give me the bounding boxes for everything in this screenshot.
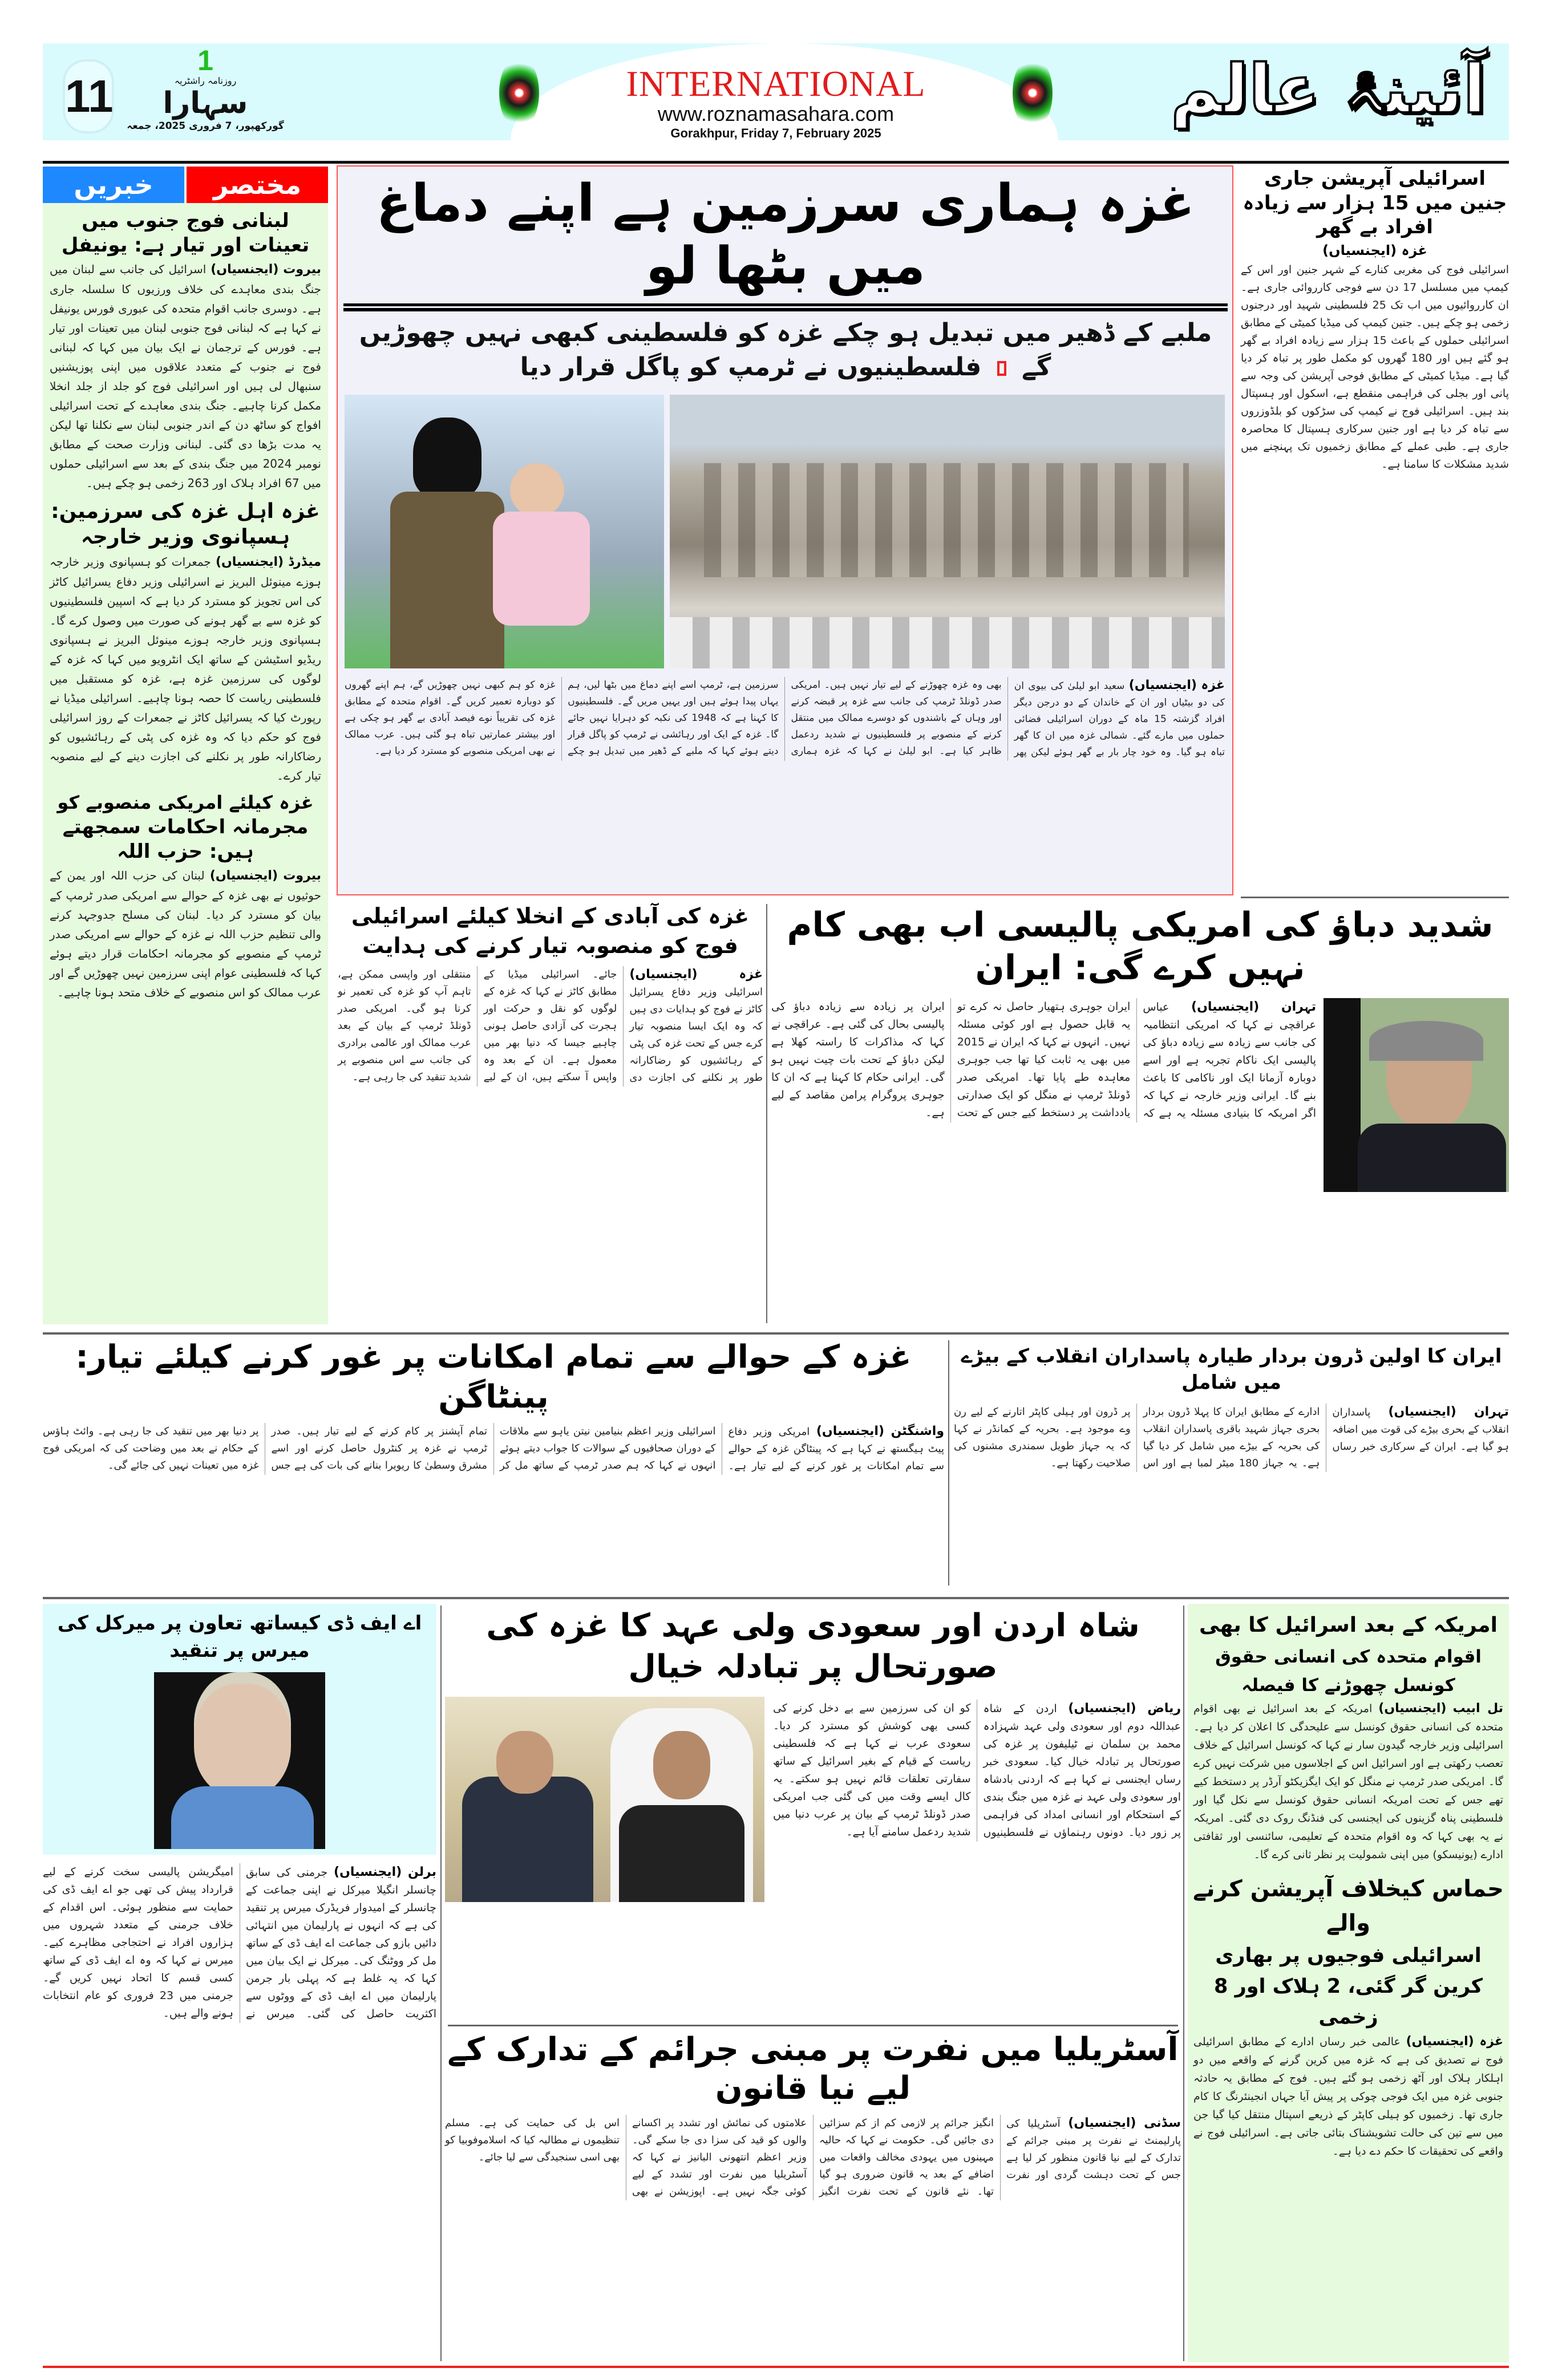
section-divider xyxy=(43,1597,1509,1599)
australia-body: آسٹریلیا کی پارلیمنٹ نے نفرت پر مبنی جرائم کے تدارک کے لیے نیا قانون منظور کر لیا ہے جس کے تحت دہشت گردی اور نفرت انگیز جرائم پر لازمی کم از کم سزائیں دی جائیں گی۔ حکومت نے کہا کہ حالیہ مہینوں میں یہودی مخالف واقعات میں اضافے کے بعد یہ قانون ضروری ہو گیا تھا۔ نئے قانون کے تحت نفرت انگیز علامتوں کی نمائش اور تشدد پر اکسانے والوں کو قید کی سزا دی جا سکے گی۔ وزیر اعظم انتھونی البانیز نے کہا کہ آسٹریلیا میں نفرت اور تشدد کے لیے کوئی جگہ نہیں ہے۔ اپوزیشن نے بھی اس بل کی حمایت کی ہے۔ مسلم تنظیموں نے مطالبہ کیا کہ اسلاموفوبیا کو بھی اسی سنجیدگی سے لیا جائے۔ xyxy=(445,2117,1181,2197)
logo-number: 1 xyxy=(197,44,213,76)
logo-subtitle: روزنامہ راشٹریہ xyxy=(174,75,237,86)
lead-story xyxy=(337,165,1233,895)
dateline-agency: (ایجنسیاں) xyxy=(1068,2116,1136,2130)
dateline-agency: (ایجنسیاں) xyxy=(1128,678,1197,692)
dateline-agency: (ایجنسیاں) xyxy=(1191,1000,1260,1014)
divider xyxy=(448,2025,1178,2026)
dateline-agency: (ایجنسیاں) xyxy=(1378,1701,1447,1716)
brief-headline-top: غزہ کیلئے امریکی منصوبے کو xyxy=(57,792,314,813)
subheadline-left: فلسطینیوں نے ٹرمپ کو پاگل قرار دیا xyxy=(520,352,982,382)
king-and-crown-prince-photo xyxy=(445,1697,764,1902)
brief-headline: لبنانی فوج جنوب میں تعینات اور تیار ہے: یونیفل xyxy=(61,209,310,257)
araghchi-photo xyxy=(1324,998,1509,1192)
merkel-story xyxy=(43,1604,436,2362)
jenin-story xyxy=(1241,167,1509,473)
jenin-headline-2: جنین میں 15 ہزار سے زیادہ افراد بے گھر xyxy=(1243,191,1507,238)
dateline xyxy=(1241,242,1509,259)
brief-body: جمعرات کو ہسپانوی وزیر خارجہ ہوزے مینوئل البریز نے اسرائیلی وزیر دفاع یسرائیل کاٹز کی اس تجویز کو مسترد کر دیا ہے کہ اسپین فلسطینیوں کو غزہ سے بے گھر ہونے کی صورت میں وصول کرے گا۔ ہسپانوی وزیر خارجہ ہوزے مینوئل البریز نے ہسپانوی ریڈیو اسٹیشن کے ساتھ ایک انٹرویو میں کہا کہ غزہ کے لوگوں کی سرزمین غزہ ہے، غزہ کو مستقبل میں فلسطینی ریاست کا حصہ ہونا چاہیے۔ اسرائیلی میڈیا نے رپورٹ کیا کہ یسرائیل کاٹز نے جمعرات کے روز اسرائیلی فوج کو حکم دیا کہ وہ غزہ کی پٹی کے رہائشیوں کو رضاکارانہ طور پر نکلنے کی اجازت دینے کے لیے منصوبہ تیار کرے۔ xyxy=(50,555,321,782)
dateline-city: ریاض xyxy=(1147,1701,1181,1716)
evacuation-headline: غزہ کی آبادی کے انخلا کیلئے اسرائیلی فوج کو منصوبہ تیار کرنے کی ہدایت xyxy=(351,903,750,958)
dateline-city: غزہ xyxy=(1201,678,1225,692)
brief-headline: مجرمانہ احکامات سمجھتے ہیں: حزب اللہ xyxy=(62,816,309,863)
dateline-agency: (ایجنسیاں) xyxy=(334,1865,402,1879)
dateline-agency: (ایجنسیاں) xyxy=(211,262,279,277)
iran-body-block xyxy=(771,998,1316,1122)
crane-headline-1: حماس کیخلاف آپریشن کرنے والے xyxy=(1193,1876,1504,1936)
dateline-city: تہران xyxy=(1281,1000,1316,1014)
brief-item xyxy=(43,498,328,785)
un-headline-2: اقوام متحدہ کی انسانی حقوق کونسل چھوڑنے کا فیصلہ xyxy=(1215,1647,1482,1696)
brief-body: لبنان کی حزب اللہ اور یمن کے حوثیوں نے بھی غزہ کے حوالے سے امریکی صدر ٹرمپ کے بیان کو مسترد کر دیا۔ لبنان کی مسلح جدوجہد کرنے والی تنظیم حزب اللہ نے غزہ کے حوالے سے امریکی صدر ٹرمپ کے منصوبے کو مجرمانہ احکامات قرار دیتے ہوئے کہا کہ فلسطینی عوام اپنی سرزمین نہیں چھوڑیں گے اور عرب ممالک کو اس منصوبے کے خلاف متحد ہونا چاہیے۔ xyxy=(50,869,321,999)
brief-news-column xyxy=(43,167,328,1324)
crane-body: عالمی خبر رساں ادارے کے مطابق اسرائیلی فوج نے تصدیق کی ہے کہ غزہ میں کرین گرنے کے واقعے میں دو اہلکار ہلاک اور آٹھ زخمی ہو گئے ہیں۔ فوج کے مطابق یہ حادثہ جنوبی غزہ میں ایک فوجی چوکی پر پیش آیا جہاں انجینئرنگ کا کام جاری تھا۔ زخمیوں کو ہیلی کاپٹر کے ذریعے اسپتال منتقل کیا گیا جن میں سے تین کی حالت تشویشناک بتائی جاتی ہے۔ اسرائیلی فوج نے واقعے کی تحقیقات کا حکم دے دیا ہے۔ xyxy=(1193,2036,1503,2158)
dateline-city: تہران xyxy=(1474,1405,1509,1419)
brief-headline: غزہ اہل غزہ کی سرزمین: ہسپانوی وزیر خارجہ xyxy=(51,500,320,549)
urdu-date: گورکھپور، 7 فروری 2025، جمعہ xyxy=(127,120,284,132)
headline-rule xyxy=(343,303,1228,311)
lead-body: سعید ابو لیلیٰ کی بیوی ان کی دو بیٹیاں اور ان کے خاندان کے دو درجن دیگر افراد گزشتہ 15 ماہ کے دوران اسرائیلی فضائی حملوں میں مارے گئے۔ شمالی غزہ میں ان کا گھر تباہ ہو گیا۔ وہ خود چار بار بے گھر ہوئے لیکن پھر بھی وہ غزہ چھوڑنے کے لیے تیار نہیں ہیں۔ امریکی صدر ڈونلڈ ٹرمپ کی جانب سے غزہ پر قبضہ کرنے اور وہاں کے باشندوں کو دوسرے ممالک میں منتقل کرنے کے منصوبے پر فلسطینیوں نے شدید ردعمل ظاہر کیا ہے۔ ابو لیلیٰ نے کہا کہ غزہ ہماری سرزمین ہے، ٹرمپ اسے اپنے دماغ میں بٹھا لیں، ہم یہاں پیدا ہوئے ہیں اور یہیں مریں گے۔ فلسطینیوں کا کہنا ہے کہ 1948 کی نکبہ کو دہرایا نہیں جائے گا۔ غزہ کے ایک اور رہائشی نے ٹرمپ کو پاگل قرار دیتے ہوئے کہا کہ ملبے کے ڈھیر میں تبدیل ہو چکے غزہ کو ہم کبھی نہیں چھوڑیں گے، ہم اپنے گھروں کو دوبارہ تعمیر کریں گے۔ اقوام متحدہ کے مطابق غزہ کی تقریباً نوے فیصد آبادی بے گھر ہو چکی ہے اور بیشتر عمارتیں تباہ ہو گئی ہیں۔ عرب ممالک نے بھی امریکی منصوبے کو مسترد کر دیا ہے۔ xyxy=(345,679,1225,758)
drone-body: پاسداران انقلاب کے بحری بیڑے کی قوت میں اضافہ ہو گیا ہے۔ ایران کے سرکاری خبر رساں ادارے کے مطابق ایران کا پہلا ڈرون بردار بحری جہاز شہید باقری پاسداران انقلاب کی بحریہ کے بیڑے میں شامل کر دیا گیا ہے۔ یہ جہاز 180 میٹر لمبا ہے اور اس پر ڈرون اور ہیلی کاپٹر اتارنے کے لیے رن وے موجود ہے۔ بحریہ کے کمانڈر نے کہا کہ یہ جہاز طویل سمندری مشنوں کی صلاحیت رکھتا ہے۔ xyxy=(954,1406,1509,1469)
tab-khabrein: خبریں xyxy=(43,167,184,203)
dateline-agency: (ایجنسیاں) xyxy=(1406,2034,1474,2049)
pentagon-body: امریکی وزیر دفاع پیٹ ہیگستھ نے کہا ہے کہ پینٹاگن غزہ کے حوالے سے تمام امکانات پر غور کرنے کے لیے تیار ہے۔ اسرائیلی وزیر اعظم بنیامین نیتن یاہو سے ملاقات کے دوران صحافیوں کے سوالات کا جواب دیتے ہوئے انہوں نے کہا کہ ہم صدر ٹرمپ کے ساتھ مل کر تمام آپشنز پر کام کرنے کے لیے تیار ہیں۔ صدر ٹرمپ نے غزہ پر کنٹرول حاصل کرنے اور اسے مشرق وسطیٰ کا ریویرا بنانے کی بات کی ہے جس پر دنیا بھر میں تنقید کی جا رہی ہے۔ وائٹ ہاؤس کے حکام نے بعد میں وضاحت کی کہ امریکی فوج غزہ میں تعینات نہیں کی جائے گی۔ xyxy=(43,1425,944,1472)
australia-headline: آسٹریلیا میں نفرت پر مبنی جرائم کے تدارک کے لیے نیا قانون xyxy=(447,2031,1179,2107)
dateline-agency: (ایجنسیاں) xyxy=(1388,1405,1456,1419)
lead-headline: غزہ ہماری سرزمین ہے اپنے دماغ میں بٹھا لو xyxy=(376,173,1195,296)
brief-item xyxy=(43,209,328,493)
lead-subheadline xyxy=(343,316,1228,384)
un-story xyxy=(1188,1604,1509,2362)
tab-mukhtasar: مختصر xyxy=(187,167,328,203)
merkel-body: جرمنی کی سابق چانسلر انگیلا میرکل نے اپنی جماعت کے چانسلر کے امیدوار فریڈرک میرس پر تنقید کی ہے کہ انہوں نے پارلیمان میں انتہائی دائیں بازو کی جماعت اے ایف ڈی کے ساتھ مل کر ووٹنگ کی۔ میرکل نے ایک بیان میں کہا کہ یہ غلط ہے کہ پہلی بار جرمن پارلیمان میں اے ایف ڈی کے ووٹوں سے اکثریت حاصل کی گئی۔ میرس نے امیگریشن پالیسی سخت کرنے کے لیے قرارداد پیش کی تھی جو اے ایف ڈی کی حمایت سے منظور ہوئی۔ اس اقدام کے خلاف جرمنی کے متعدد شہروں میں ہزاروں افراد نے احتجاجی مظاہرے کیے۔ میرس نے کہا کہ وہ اے ایف ڈی کے ساتھ کسی قسم کا اتحاد نہیں کریں گے۔ جرمنی میں 23 فروری کو عام انتخابات ہونے والے ہیں۔ xyxy=(43,1866,436,2020)
australia-story xyxy=(445,2030,1181,2200)
logo-title: سہارا xyxy=(163,86,248,120)
dateline-city: غزہ xyxy=(1479,2034,1504,2049)
iran-story xyxy=(771,904,1509,1326)
dateline-agency: (ایجنسیاں) xyxy=(215,555,284,569)
jordan-body: اردن کے شاہ عبداللہ دوم اور سعودی ولی عہد شہزادہ محمد بن سلمان نے ٹیلیفون پر غزہ کی صورتحال پر تبادلہ خیال کیا۔ سعودی خبر رساں ایجنسی نے کہا ہے کہ اردنی بادشاہ اور سعودی ولی عہد نے غزہ میں جنگ بندی کے استحکام اور انسانی امداد کی فراہمی پر زور دیا۔ دونوں رہنماؤں نے فلسطینیوں کو ان کی سرزمین سے بے دخل کرنے کی کسی بھی کوشش کو مسترد کر دیا۔ سعودی عرب نے کہا ہے کہ فلسطینی ریاست کے قیام کے بغیر اسرائیل کے ساتھ سفارتی تعلقات قائم نہیں ہو سکتے۔ یہ کال ایسے وقت میں کی گئی جب امریکی صدر ڈونلڈ ٹرمپ کے بیان پر عرب دنیا میں شدید ردعمل سامنے آیا ہے۔ xyxy=(773,1702,1181,1839)
divider xyxy=(1183,1605,1184,2361)
jenin-headline-1: اسرائیلی آپریشن جاری xyxy=(1264,167,1486,190)
dateline-city: تل ابیب xyxy=(1452,1701,1504,1716)
evacuation-body: اسرائیلی وزیر دفاع یسرائیل کاٹز نے فوج کو ہدایات دی ہیں کہ وہ ایک ایسا منصوبہ تیار کرے جس کے تحت غزہ کی پٹی کے رہائشیوں کو رضاکارانہ طور پر نکلنے کی اجازت دی جائے۔ اسرائیلی میڈیا کے مطابق کاٹز نے کہا کہ غزہ کے لوگوں کو نقل و حرکت اور ہجرت کی آزادی حاصل ہونی چاہیے جیسا کہ دنیا بھر میں معمول ہے۔ ان کے بعد وہ واپس آ سکتے ہیں، ان کے لیے منتقلی اور واپسی ممکن ہے، تاہم آپ کو غزہ کی تعمیر نو کرنا ہو گی۔ امریکی صدر ڈونلڈ ٹرمپ کے بیان کے بعد عرب ممالک اور عالمی برادری کی جانب سے اس منصوبے پر شدید تنقید کی جا رہی ہے۔ xyxy=(338,968,763,1084)
masthead xyxy=(43,43,1509,140)
divider xyxy=(766,904,767,1323)
page-number: 11 xyxy=(63,59,114,133)
drone-headline: ایران کا اولین ڈرون بردار طیارہ پاسداران انقلاب کے بیڑے میں شامل xyxy=(961,1345,1502,1394)
divider xyxy=(1241,897,1509,898)
jordan-headline: شاہ اردن اور سعودی ولی عہد کا غزہ کی صورتحال پر تبادلہ خیال xyxy=(486,1607,1140,1685)
subheadline-right: ملبے کے ڈھیر میں تبدیل ہو چکے غزہ کو فلسطینی کبھی نہیں چھوڑیں گے xyxy=(359,318,1212,382)
un-body: امریکہ کے بعد اسرائیل نے بھی اقوام متحدہ کی انسانی حقوق کونسل سے علیحدگی کا اعلان کر دیا ہے۔ اسرائیلی وزیر خارجہ گیدون سار نے کہا کہ کونسل اسرائیل کے خلاف تعصب رکھتی ہے اور اسرائیل اس کے اجلاسوں میں شرکت نہیں کرے گا۔ امریکی صدر ٹرمپ نے منگل کو ایک ایگزیکٹو آرڈر پر دستخط کیے تھے جس کے تحت امریکہ انسانی حقوق کونسل سے نکل گیا اور فلسطینی پناہ گزینوں کی ایجنسی کی فنڈنگ روک دی گئی۔ امریکہ نے یہ بھی کہا کہ وہ اقوام متحدہ کے تعلیمی، سائنسی اور ثقافتی ادارے (یونیسکو) میں اپنی شمولیت پر نظر ثانی کرے گا۔ xyxy=(1193,1702,1503,1861)
footer-rule xyxy=(43,2366,1509,2368)
dateline-agency: (ایجنسیاں) xyxy=(1322,242,1397,258)
dateline-city: واشنگٹن xyxy=(891,1424,944,1438)
jenin-body: اسرائیلی فوج کی مغربی کنارے کے شہر جنین اور اس کے کیمپ میں مسلسل 17 دن سے فوجی کارروائی جاری ہے۔ ان کارروائیوں میں اب تک 25 فلسطینی شہید اور درجنوں زخمی ہو چکے ہیں۔ جنین کیمپ کی میڈیا کمیٹی کے مطابق اسرائیلی حملوں کے باعث 15 ہزار سے زیادہ افراد بے گھر ہو گئے ہیں اور 180 گھروں کو مکمل طور پر تباہ کر دیا گیا ہے۔ میڈیا کمیٹی کے مطابق فوجی آپریشن کی وجہ سے پانی اور بجلی کی فراہمی منقطع ہے، اسکول اور ہسپتال بند ہیں۔ اسرائیلی فوج نے کیمپ کی سڑکوں کو بلڈوزروں سے تباہ کر دیا ہے اور جنین سرکاری ہسپتال کا محاصرہ جاری ہے۔ طبی عملے کے مطابق زخمیوں تک پہنچنے میں شدید مشکلات کا سامنا ہے۔ xyxy=(1241,263,1509,471)
dateline-agency: (ایجنسیاں) xyxy=(1068,1701,1136,1716)
dateline-city: برلن xyxy=(407,1865,436,1879)
divider xyxy=(440,1605,442,2361)
pentagon-headline: غزہ کے حوالے سے تمام امکانات پر غور کرنے کیلئے تیار: پینٹاگن xyxy=(75,1339,912,1416)
iran-body: عباس عراقچی نے کہا کہ امریکی انتظامیہ کی جانب سے زیادہ سے زیادہ دباؤ کی پالیسی ایک ناکام تجربہ ہے اور اسے دوبارہ آزمانا ایک اور ناکامی کا باعث بنے گا۔ ایرانی وزیر خارجہ نے کہا کہ اگر امریکہ کا بنیادی مسئلہ یہ ہے کہ ایران جوہری ہتھیار حاصل نہ کرے تو یہ قابل حصول ہے اور کوئی مسئلہ نہیں۔ انہوں نے کہا کہ ایران نے 2015 میں بھی یہ ثابت کیا تھا جب جوہری معاہدہ طے پایا تھا۔ امریکی صدر ڈونلڈ ٹرمپ نے منگل کو ایک صدارتی یادداشت پر دستخط کیے جس کے تحت ایران پر زیادہ سے زیادہ دباؤ کی پالیسی بحال کی گئی ہے۔ عراقچی نے کہا کہ مذاکرات کا راستہ کھلا ہے لیکن دباؤ کے تحت بات چیت نہیں ہو گی۔ ایرانی حکام کا کہنا ہے کہ ان کا جوہری پروگرام پرامن مقاصد کے لیے ہے۔ xyxy=(771,1000,1316,1120)
pentagon-story xyxy=(43,1337,944,1475)
un-headline-1: امریکہ کے بعد اسرائیل کا بھی xyxy=(1199,1613,1498,1637)
dateline-agency: (ایجنسیاں) xyxy=(629,967,698,982)
dateline-city: سڈنی xyxy=(1144,2116,1181,2130)
lead-body-block xyxy=(345,677,1225,761)
gaza-ruins-photo xyxy=(670,395,1225,668)
merkel-body-block xyxy=(43,1863,436,2023)
dateline-city: میڈرڈ xyxy=(288,555,322,569)
header-divider xyxy=(43,161,1509,164)
merkel-headline: اے ایف ڈی کیساتھ تعاون پر میرکل کی میرس پر تنقید xyxy=(57,1612,422,1662)
jordan-body-block xyxy=(773,1700,1181,1842)
drone-story xyxy=(954,1337,1509,1472)
merkel-photo xyxy=(154,1672,325,1849)
brief-item xyxy=(43,791,328,1002)
divider xyxy=(948,1340,949,1586)
dateline-city: غزہ xyxy=(1401,242,1427,258)
section-title-en: INTERNATIONAL xyxy=(626,63,926,104)
evacuation-story xyxy=(338,901,763,1086)
section-divider xyxy=(43,1332,1509,1335)
english-date: Gorakhpur, Friday 7, February 2025 xyxy=(670,126,881,140)
jordan-story xyxy=(445,1605,1181,2022)
dateline-agency: (ایجنسیاں) xyxy=(816,1424,885,1438)
soldier-with-child-photo xyxy=(345,395,664,668)
crane-headline-2: اسرائیلی فوجیوں پر بھاری کرین گر گئی، 2 ہلاک اور 8 زخمی xyxy=(1214,1944,1483,2029)
bullet-icon xyxy=(997,361,1006,376)
brief-body: اسرائیل کی جانب سے لبنان میں جنگ بندی معاہدے کی خلاف ورزیوں کا سلسلہ جاری ہے۔ دوسری جانب اقوام متحدہ کی عبوری فورس یونیفل نے کہا ہے کہ لبنانی فوج جنوبی لبنان میں تعینات اور تیار ہے۔ فورس کے ترجمان نے ایک بیان میں کہا کہ لبنانی فوج نے جنوب کے متعدد علاقوں میں اپنی پوزیشنیں سنبھال لی ہیں اور اسرائیلی فوج کو جلد از جلد انخلا مکمل کرنا چاہیے۔ جنگ بندی معاہدے کے تحت اسرائیلی افواج کو ساٹھ دن کے اندر جنوبی لبنان سے نکلنا تھا لیکن یہ مدت بڑھا دی گئی۔ لبنانی وزارت صحت کے مطابق نومبر 2024 میں جنگ بندی کے بعد سے اسرائیلی حملوں میں 67 افراد ہلاک اور 263 زخمی ہو چکے ہیں۔ xyxy=(50,262,321,490)
section-title-urdu: آئینۂ عالم xyxy=(1170,50,1486,128)
iran-headline: شدید دباؤ کی امریکی پالیسی اب بھی کام نہیں کرے گی: ایران xyxy=(787,905,1494,988)
website-link[interactable]: www.roznamasahara.com xyxy=(657,102,895,125)
dateline-city: غزہ xyxy=(739,967,763,982)
dateline-city: بیروت xyxy=(283,262,321,277)
dateline-city: بیروت xyxy=(283,869,322,883)
dateline-agency: (ایجنسیاں) xyxy=(209,869,278,883)
brief-tabs xyxy=(43,167,328,203)
